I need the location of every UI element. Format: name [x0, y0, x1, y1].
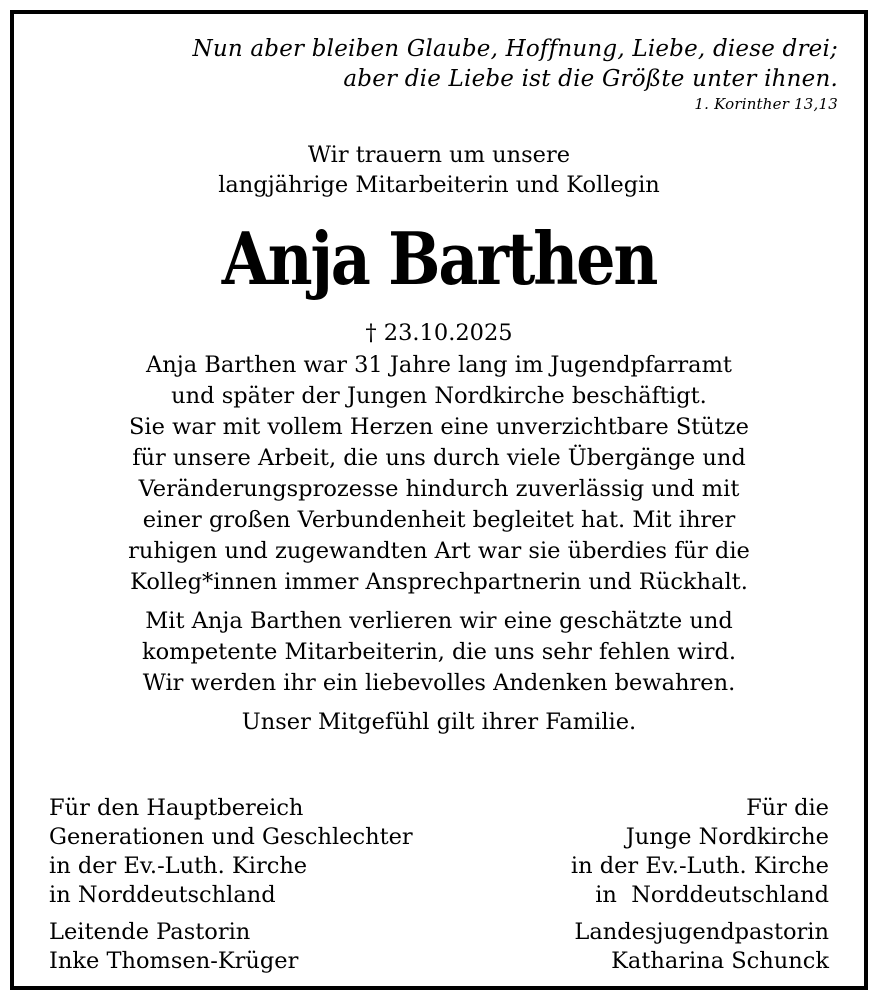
organization-line: Generationen und Geschlechter: [49, 824, 413, 850]
mourning-intro: [0, 140, 878, 200]
bible-verse: [193, 34, 839, 114]
text-line: Unser Mitgefühl gilt ihrer Familie.: [241, 709, 637, 735]
text-line: für unsere Arbeit, die uns durch viele Übergänge und: [132, 445, 746, 471]
verse-reference: 1. Korinther 13,13: [694, 95, 838, 113]
text-line: Veränderungsprozesse hindurch zuverlässig und mit: [138, 476, 740, 502]
text-line: einer großen Verbundenheit begleitet hat. Mit ihrer: [142, 507, 736, 533]
intro-line: langjährige Mitarbeiterin und Kollegin: [218, 172, 660, 198]
organization-line: in Norddeutschland: [49, 882, 276, 908]
signature-left: [49, 794, 413, 976]
death-date: † 23.10.2025: [365, 320, 513, 346]
organization-line: in der Ev.-Luth. Kirche: [570, 853, 829, 879]
text-line: Anja Barthen war 31 Jahre lang im Jugendpfarramt: [146, 352, 732, 378]
paragraph: [0, 606, 878, 699]
organization-block: [49, 794, 413, 910]
signature-right: [571, 794, 829, 976]
organization-line: Für die: [746, 795, 829, 821]
signatory-name: Inke Thomsen-Krüger: [49, 948, 299, 974]
deceased-name: Anja Barthen: [221, 216, 657, 301]
text-line: Kolleg*innen immer Ansprechpartnerin und Rückhalt.: [130, 569, 748, 595]
verse-line: aber die Liebe ist die Größte unter ihnen.: [343, 66, 838, 92]
intro-line: Wir trauern um unsere: [307, 142, 571, 168]
paragraph: [0, 350, 878, 598]
organization-line: Für den Hauptbereich: [49, 795, 304, 821]
signatory-name: Katharina Schunck: [611, 948, 829, 974]
obituary-text: [0, 350, 878, 746]
organization-line: in der Ev.-Luth. Kirche: [49, 853, 308, 879]
organization-block: [571, 794, 829, 910]
signatory-block: [571, 918, 829, 976]
text-line: kompetente Mitarbeiterin, die uns sehr fehlen wird.: [141, 639, 737, 665]
signatory-block: [49, 918, 413, 976]
text-line: Wir werden ihr ein liebevolles Andenken bewahren.: [142, 670, 736, 696]
organization-line: in Norddeutschland: [595, 882, 829, 908]
text-line: Sie war mit vollem Herzen eine unverzichtbare Stütze: [129, 414, 749, 440]
text-line: und später der Jungen Nordkirche beschäftigt.: [171, 383, 707, 409]
text-line: Mit Anja Barthen verlieren wir eine geschätzte und: [145, 608, 733, 634]
signatory-role: Landesjugendpastorin: [574, 919, 829, 945]
organization-line: Junge Nordkirche: [625, 824, 829, 850]
signatory-role: Leitende Pastorin: [49, 919, 251, 945]
text-line: ruhigen und zugewandten Art war sie überdies für die: [128, 538, 750, 564]
verse-line: Nun aber bleiben Glaube, Hoffnung, Liebe, diese drei;: [192, 36, 838, 62]
paragraph: [0, 707, 878, 738]
